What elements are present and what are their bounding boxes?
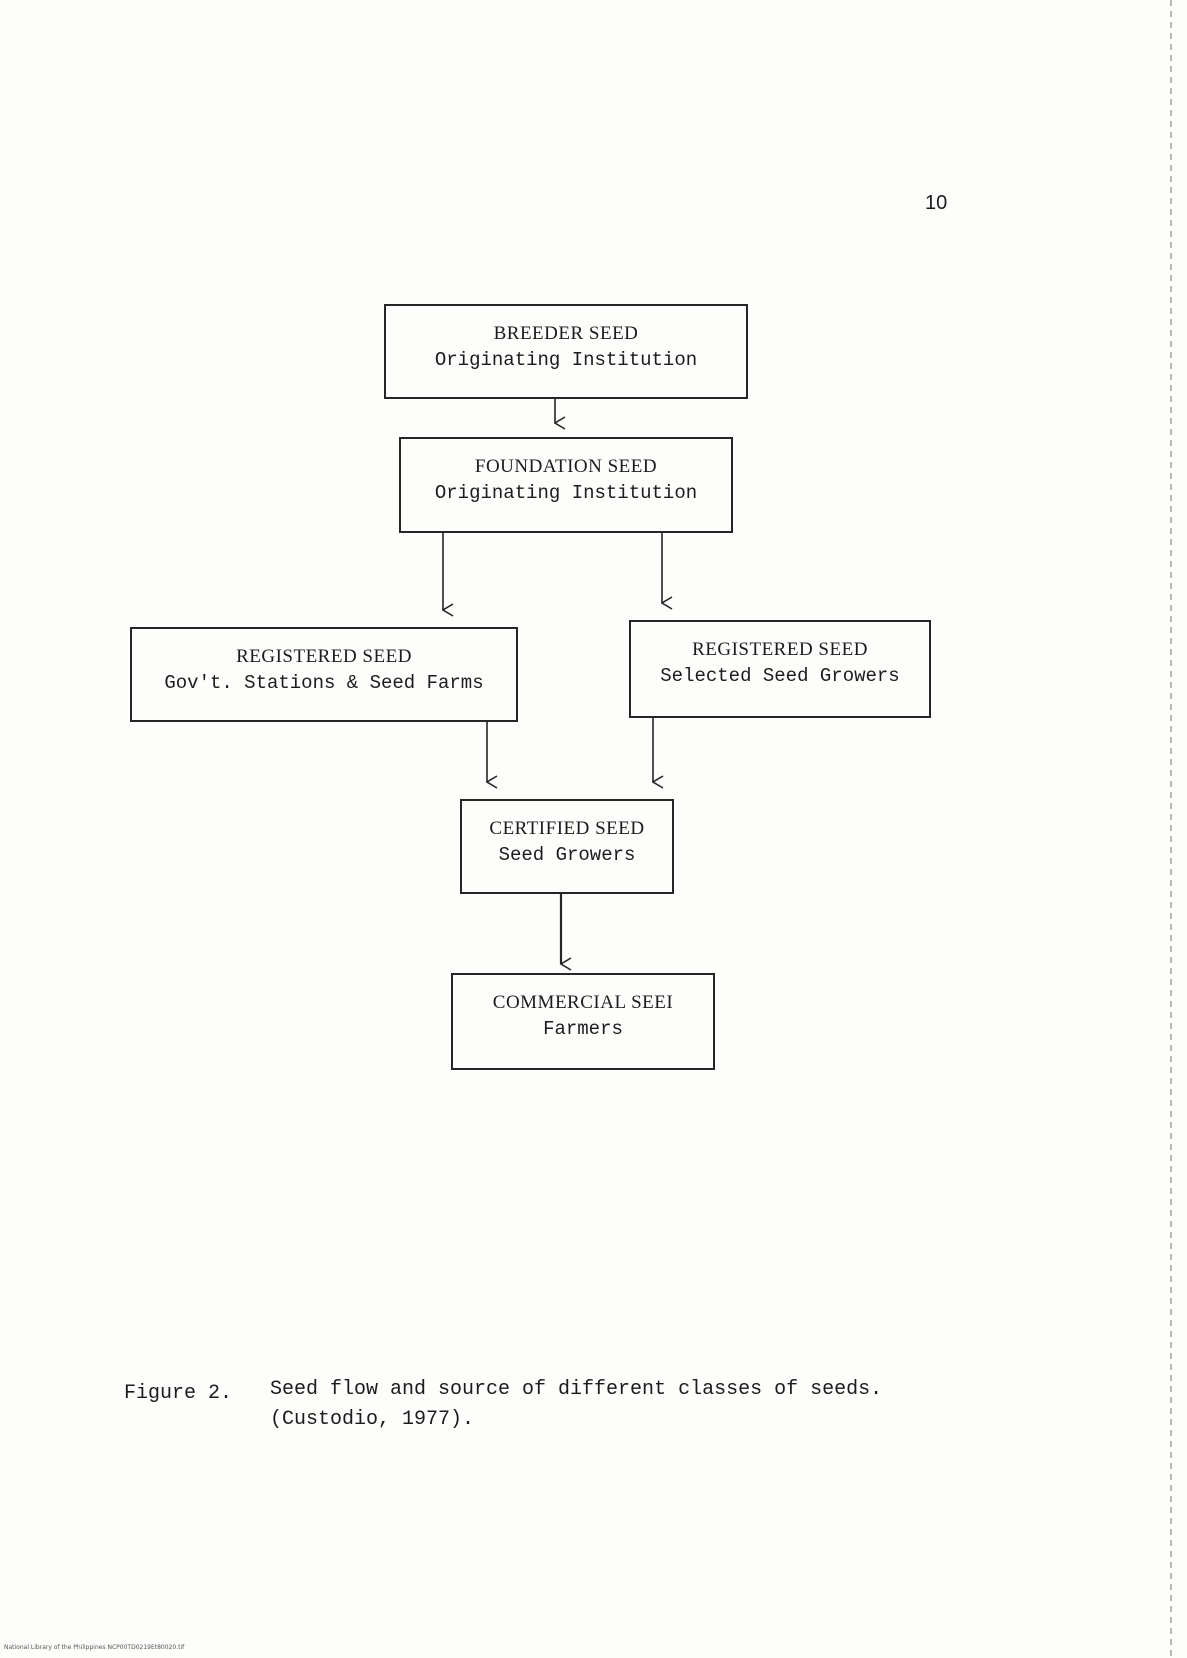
registered-seed-gov-title: REGISTERED SEED	[236, 646, 412, 667]
foundation-seed-source: Originating Institution	[434, 482, 698, 504]
figure-caption-citation: (Custodio, 1977).	[270, 1408, 475, 1431]
commercial-seed-box	[451, 973, 715, 1070]
page-number: 10	[925, 192, 948, 214]
figure-caption-label: Figure 2.	[124, 1382, 233, 1405]
commercial-seed-source: Farmers	[543, 1018, 623, 1040]
breeder-seed-box	[384, 304, 748, 399]
certified-seed-source: Seed Growers	[498, 844, 636, 866]
foundation-seed-box	[399, 437, 733, 533]
figure-caption-text: Seed flow and source of different classes of seeds.	[270, 1378, 883, 1401]
scan-footer-stamp: National Library of the Philippines NCP00TD0219Et80020.tif	[4, 1644, 185, 1651]
breeder-seed-source: Originating Institution	[434, 349, 698, 371]
registered-seed-gov-box	[130, 627, 518, 722]
registered-seed-growers-box	[629, 620, 931, 718]
certified-seed-box	[460, 799, 674, 894]
foundation-seed-title: FOUNDATION SEED	[474, 456, 658, 477]
commercial-seed-title: COMMERCIAL SEEI	[492, 992, 674, 1013]
registered-seed-growers-source: Selected Seed Growers	[660, 665, 900, 687]
certified-seed-title: CERTIFIED SEED	[489, 818, 645, 839]
breeder-seed-title: BREEDER SEED	[493, 323, 639, 344]
registered-seed-gov-source: Gov't. Stations & Seed Farms	[164, 672, 484, 694]
registered-seed-growers-title: REGISTERED SEED	[692, 639, 868, 660]
scan-edge	[1170, 0, 1172, 1658]
